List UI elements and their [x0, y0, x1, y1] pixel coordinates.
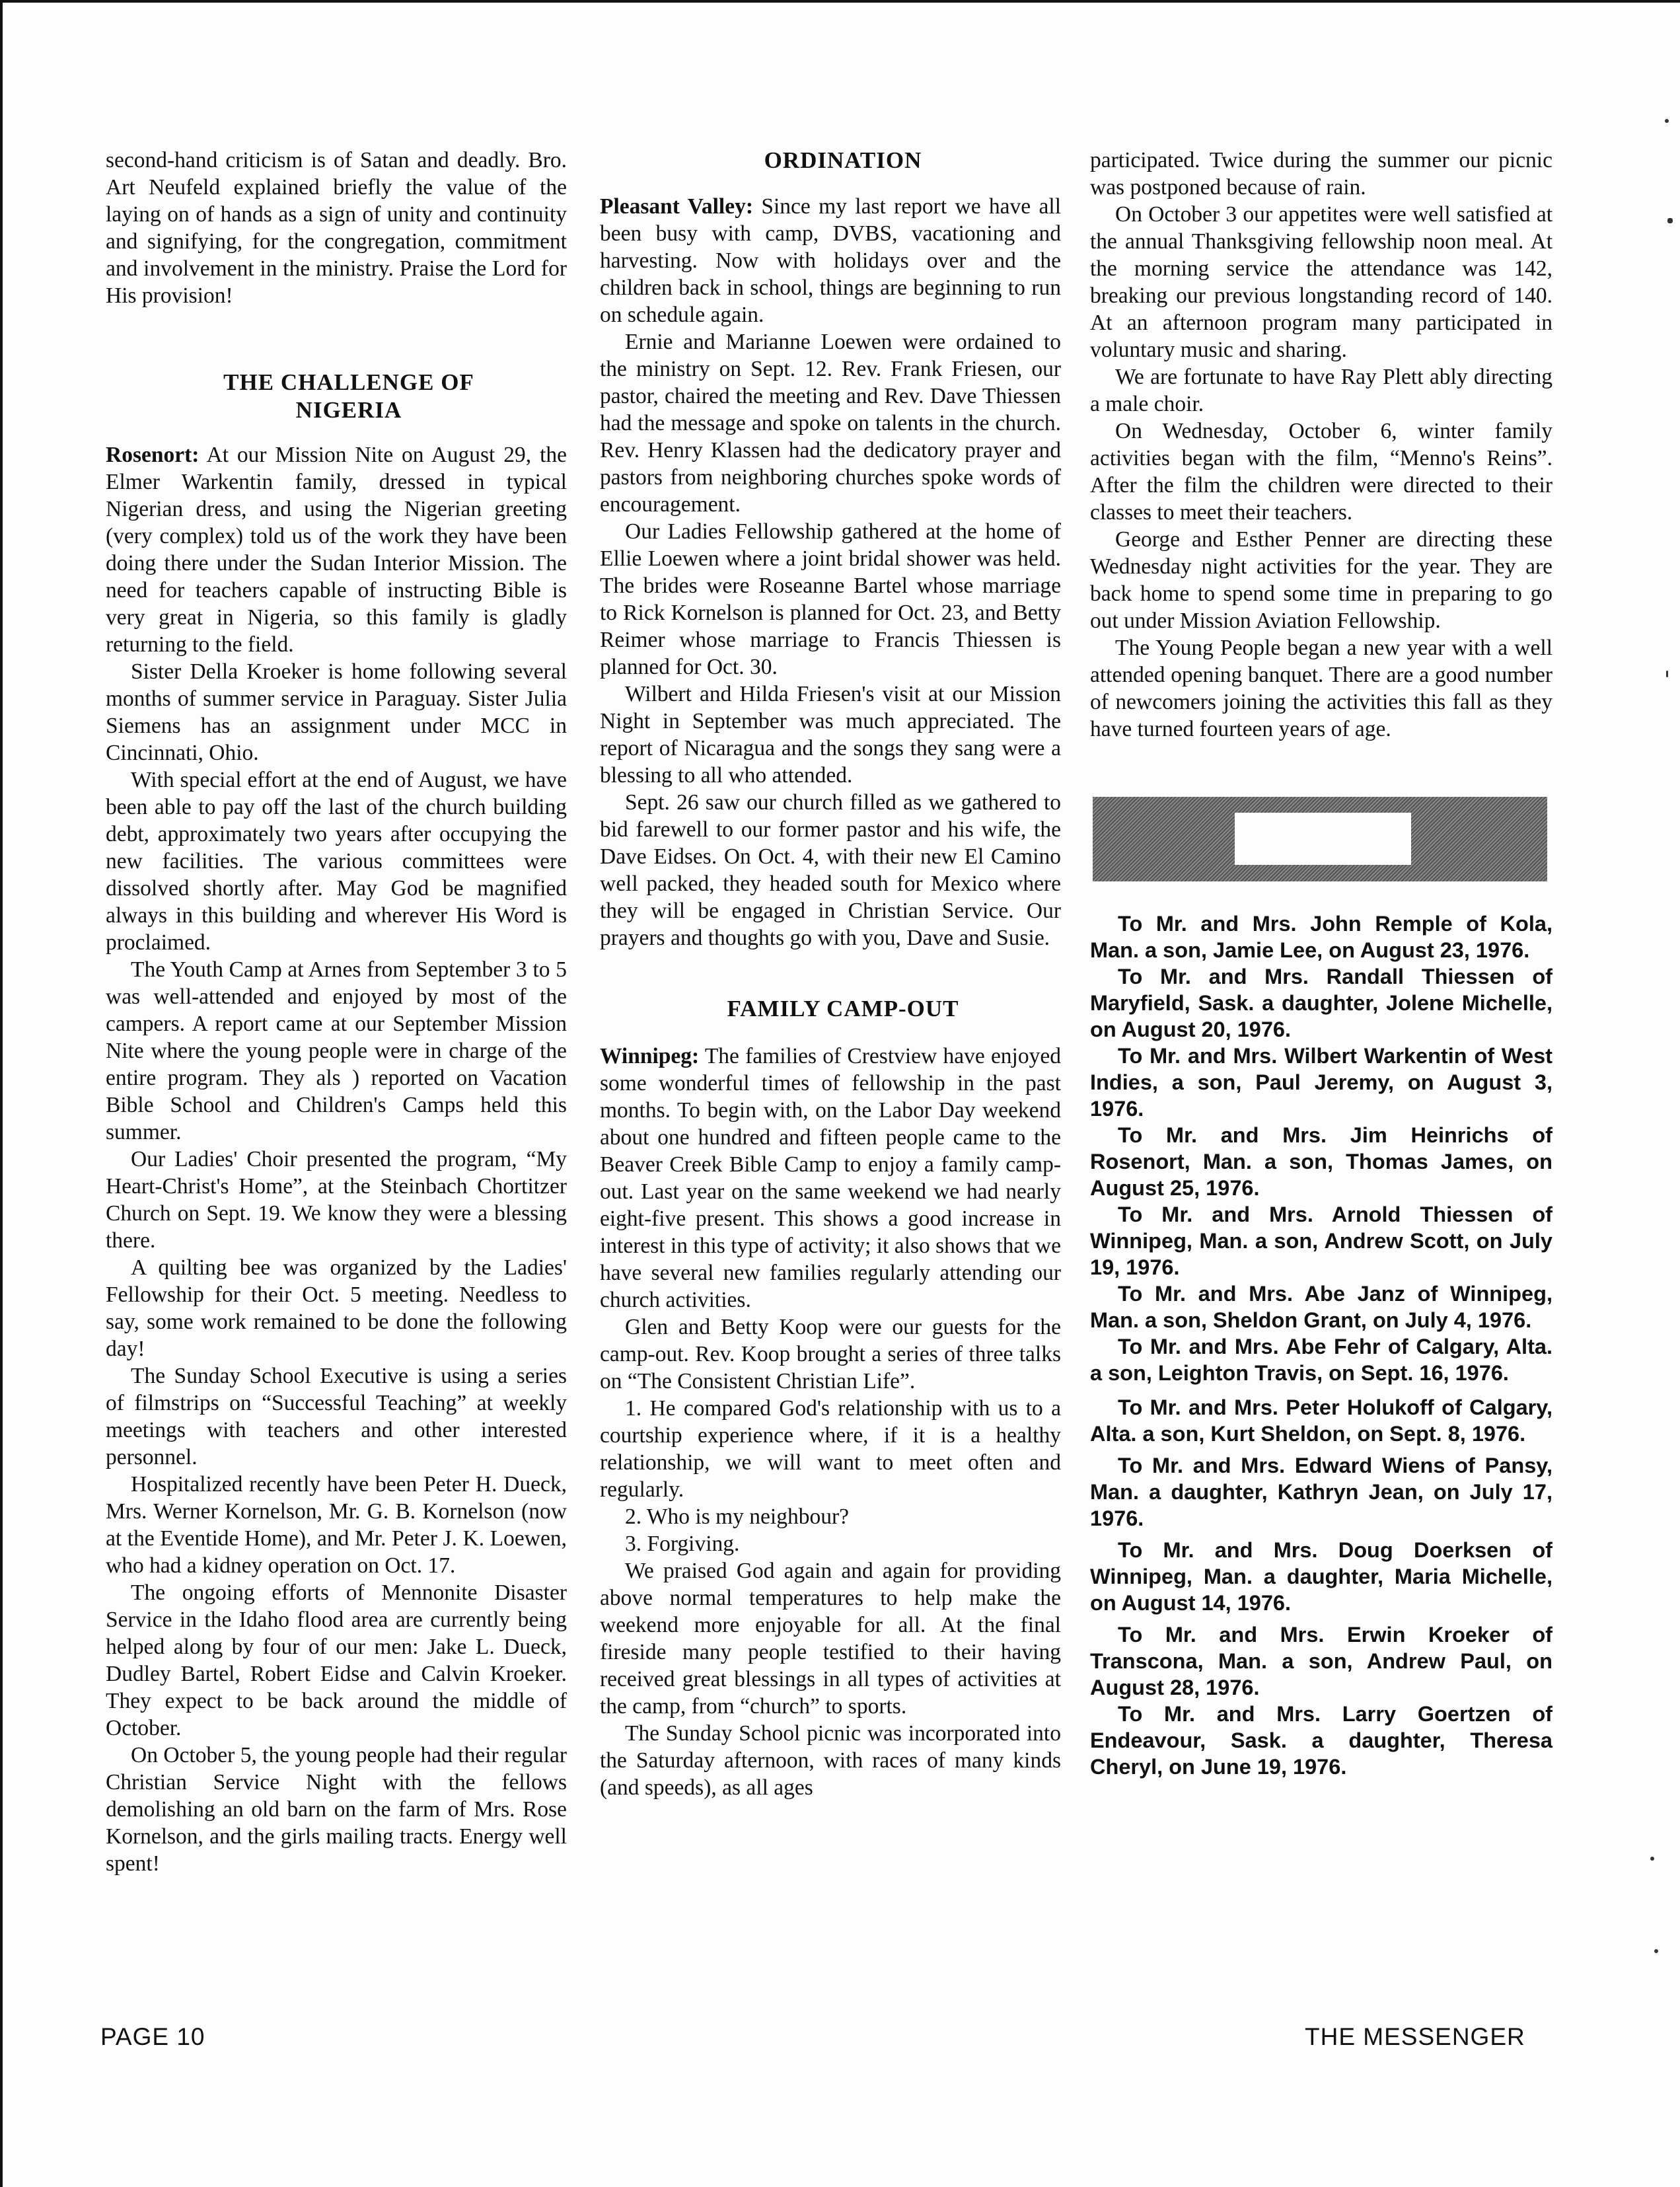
column-3	[1090, 147, 1552, 1780]
place-winnipeg: Winnipeg:	[600, 1044, 700, 1068]
nigeria-paragraph-9: The ongoing efforts of Mennonite Disaster Service in the Idaho flood area are currently being helped along by four of our men: Jake L. Dueck, Dudley Bartel, Robert Eidse and Calvin Kroeker. They expect to be back around the middle of October.	[106, 1580, 567, 1740]
col3-paragraph-2: On October 3 our appetites were well satisfied at the annual Thanksgiving fellowship noon meal. At the morning service the attendance was 142, breaking our previous longstanding record of 140. At an afternoon program many participated in voluntary music and sharing.	[1090, 202, 1552, 362]
nigeria-paragraph-2: Sister Della Kroeker is home following several months of summer service in Paraguay. Sister Julia Siemens has an assignment under MCC in Cincinnati, Ohio.	[106, 659, 567, 765]
birth-announcement: To Mr. and Mrs. John Remple of Kola, Man. a son, Jamie Lee, on August 23, 1976.	[1090, 912, 1552, 962]
camp-list-item-2: 2. Who is my neighbour?	[625, 1504, 849, 1529]
ordination-title: ORDINATION	[764, 147, 922, 173]
ordination-p1-text: Since my last report we have all been busy with camp, DVBS, vacationing and harvesting. Now with holidays over and the children back in school, things are beginning to run on schedule again.	[600, 194, 1061, 327]
page-number: PAGE 10	[100, 2023, 205, 2050]
nigeria-p1-text: At our Mission Nite on August 29, the Elmer Warkentin family, dressed in typical Nigerian dress, and using the Nigerian greeting (very complex) told us of the work they have been doing there under the Sudan Interior Mission. The need for teachers capable of instructing Bible is very great in Nigeria, so this family is gladly returning to the field.	[106, 443, 567, 657]
place-pleasant-valley: Pleasant Valley:	[600, 194, 753, 219]
place-rosenort: Rosenort:	[106, 443, 200, 467]
scan-speck	[1654, 1949, 1658, 1953]
col3-paragraph-6: The Young People began a new year with a well attended opening banquet. There are a good number of newcomers joining the activities this fall as they have turned fourteen years of age.	[1090, 636, 1552, 741]
birth-announcement: To Mr. and Mrs. Jim Heinrichs of Rosenort, Man. a son, Thomas James, on August 25, 1976.	[1090, 1123, 1552, 1200]
birth-announcement: To Mr. and Mrs. Abe Fehr of Calgary, Alta. a son, Leighton Travis, on Sept. 16, 1976.	[1090, 1335, 1552, 1385]
births-list	[1090, 910, 1552, 1780]
birth-announcement: To Mr. and Mrs. Larry Goertzen of Endeavour, Sask. a daughter, Theresa Cheryl, on June 19, 1976.	[1090, 1702, 1552, 1779]
nigeria-title-line-1: THE CHALLENGE OF	[223, 369, 474, 395]
publication-name: THE MESSENGER	[1305, 2023, 1525, 2050]
camp-list-item-3: 3. Forgiving.	[625, 1532, 740, 1556]
ordination-paragraph-4: Wilbert and Hilda Friesen's visit at our Mission Night in September was much appreciated. The report of Nicaragua and the songs they sang were a blessing to all who attended.	[600, 682, 1061, 788]
col3-paragraph-5: George and Esther Penner are directing these Wednesday night activities for the year. They are back home to spend some time in preparing to go out under Mission Aviation Fellowship.	[1090, 527, 1552, 633]
col3-paragraph-1: participated. Twice during the summer our picnic was postponed because of rain.	[1090, 148, 1552, 200]
nigeria-paragraph-4: The Youth Camp at Arnes from September 3 to 5 was well-attended and enjoyed by most of the campers. A report came at our September Mission Nite where the young people were in charge of the entire program. They als ) reported on Vacation Bible School and Children's Camps held this summer.	[106, 957, 567, 1144]
column-2	[600, 147, 1061, 1801]
nigeria-paragraph-10: On October 5, the young people had their regular Christian Service Night with the fellows demolishing an old barn on the farm of Mrs. Rose Kornelson, and the girls mailing tracts. Energy well spent!	[106, 1743, 567, 1876]
camp-list-item-1: 1. He compared God's relationship with us to a courtship experience where, if it is a healthy relationship, we will want to meet often and regularly.	[600, 1396, 1061, 1502]
nigeria-paragraph-1	[106, 441, 567, 658]
birth-announcement: To Mr. and Mrs. Peter Holukoff of Calgary, Alta. a son, Kurt Sheldon, on Sept. 8, 1976.	[1090, 1395, 1552, 1446]
camp-paragraph-3: We praised God again and again for providing above normal temperatures to help make the weekend more enjoyable for all. At the final fireside many people testified to their having received great blessings in all types of activities at the camp, from “church” to sports.	[600, 1559, 1061, 1719]
ordination-paragraph-2: Ernie and Marianne Loewen were ordained to the ministry on Sept. 12. Rev. Frank Friesen, our pastor, chaired the meeting and Rev. Dave Thiessen had the message and spoke on talents in the church. Rev. Henry Klassen had the dedicatory prayer and pastors from neighboring churches spoke words of encouragement.	[600, 330, 1061, 517]
camp-p1-text: The families of Crestview have enjoyed some wonderful times of fellowship in the past months. To begin with, on the Labor Day weekend about one hundred and fifteen people came to the Beaver Creek Bible Camp to enjoy a family camp-out. Last year on the same weekend we had nearly eight-five present. This shows a good increase in interest in this type of activity; it also shows that we have several new families regularly attending our church activities.	[600, 1044, 1061, 1312]
scan-speck	[1665, 119, 1669, 123]
birth-announcement: To Mr. and Mrs. Abe Janz of Winnipeg, Man. a son, Sheldon Grant, on July 4, 1976.	[1090, 1282, 1552, 1332]
nigeria-paragraph-7: The Sunday School Executive is using a series of filmstrips on “Successful Teaching” at weekly meetings with teachers and other interested personnel.	[106, 1364, 567, 1469]
col3-paragraph-4: On Wednesday, October 6, winter family activities began with the film, “Menno's Reins”. After the film the children were directed to their classes to meet their teachers.	[1090, 419, 1552, 525]
birth-announcement: To Mr. and Mrs. Arnold Thiessen of Winnipeg, Man. a son, Andrew Scott, on July 19, 1976.	[1090, 1203, 1552, 1279]
nigeria-paragraph-3: With special effort at the end of August, we have been able to pay off the last of the church building debt, approximately two years after occupying the new facilities. The various committees were dissolved shortly after. May God be magnified always in this building and wherever His Word is proclaimed.	[106, 768, 567, 955]
nigeria-paragraph-8: Hospitalized recently have been Peter H. Dueck, Mrs. Werner Kornelson, Mr. G. B. Kornelson (now at the Eventide Home), and Mr. Peter J. K. Loewen, who had a kidney operation on Oct. 17.	[106, 1472, 567, 1578]
scan-speck	[1667, 218, 1673, 223]
ordination-paragraph-3: Our Ladies Fellowship gathered at the home of Ellie Loewen where a joint bridal shower was held. The brides were Roseanne Bartel whose marriage to Rick Kornelson is planned for Oct. 23, and Betty Reimer whose marriage to Francis Thiessen is planned for Oct. 30.	[600, 519, 1061, 679]
birth-announcement: To Mr. and Mrs. Erwin Kroeker of Transcona, Man. a son, Andrew Paul, on August 28, 1976.	[1090, 1623, 1552, 1699]
scan-speck	[1650, 1857, 1654, 1861]
nigeria-paragraph-6: A quilting bee was organized by the Ladies' Fellowship for their Oct. 5 meeting. Needless to say, some work remained to be done the following day!	[106, 1255, 567, 1361]
births-banner	[1093, 797, 1547, 881]
birth-announcement: To Mr. and Mrs. Doug Doerksen of Winnipeg, Man. a daughter, Maria Michelle, on August 14, 1976.	[1090, 1538, 1552, 1615]
birth-announcement: To Mr. and Mrs. Randall Thiessen of Maryfield, Sask. a daughter, Jolene Michelle, on August 20, 1976.	[1090, 965, 1552, 1041]
camp-paragraph-4: The Sunday School picnic was incorporated into the Saturday afternoon, with races of many kinds (and speeds), as all ages	[600, 1721, 1061, 1800]
column-1	[106, 147, 567, 1877]
ordination-paragraph-5: Sept. 26 saw our church filled as we gathered to bid farewell to our former pastor and his wife, the Dave Eidses. On Oct. 4, with their new El Camino well packed, they headed south for Mexico where they will be engaged in Christian Service. Our prayers and thoughts go with you, Dave and Susie.	[600, 790, 1061, 950]
camp-paragraph-2: Glen and Betty Koop were our guests for the camp-out. Rev. Koop brought a series of three talks on “The Consistent Christian Life”.	[600, 1315, 1061, 1393]
intro-paragraph: second-hand criticism is of Satan and deadly. Bro. Art Neufeld explained briefly the value of the laying on of hands as a sign of unity and continuity and signifying, for the congregation, commitment and involvement in the ministry. Praise the Lord for His provision!	[106, 148, 567, 308]
ordination-paragraph-1	[600, 193, 1061, 328]
family-camp-out-title: FAMILY CAMP-OUT	[727, 996, 959, 1021]
col3-paragraph-3: We are fortunate to have Ray Plett ably directing a male choir.	[1090, 365, 1552, 416]
births-banner-box	[1235, 813, 1411, 865]
nigeria-title-line-2: NIGERIA	[295, 397, 402, 423]
birth-announcement: To Mr. and Mrs. Wilbert Warkentin of West Indies, a son, Paul Jeremy, on August 3, 1976.	[1090, 1044, 1552, 1121]
nigeria-paragraph-5: Our Ladies' Choir presented the program, “My Heart-Christ's Home”, at the Steinbach Chortitzer Church on Sept. 19. We know they were a blessing there.	[106, 1147, 567, 1253]
birth-announcement: To Mr. and Mrs. Edward Wiens of Pansy, Man. a daughter, Kathryn Jean, on July 17, 1976.	[1090, 1454, 1552, 1530]
camp-paragraph-1	[600, 1043, 1061, 1314]
scan-speck	[1666, 671, 1668, 677]
